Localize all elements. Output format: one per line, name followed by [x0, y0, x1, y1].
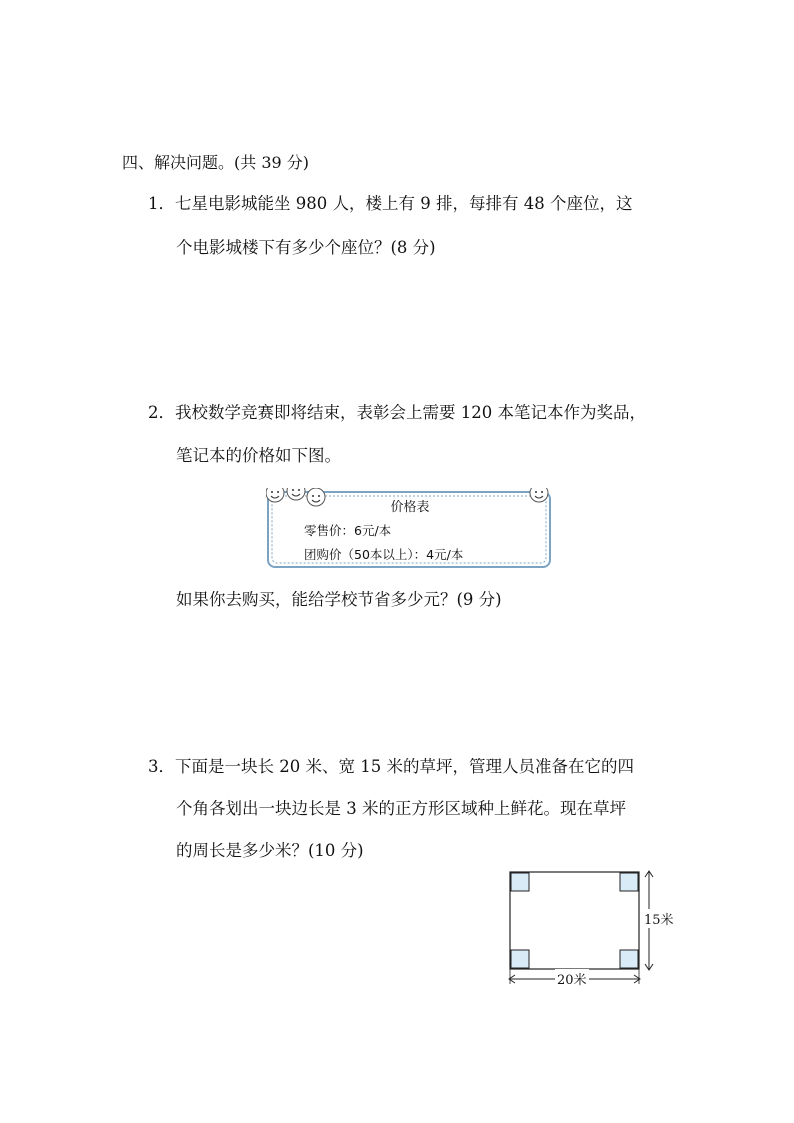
problem-2-line-2: 笔记本的价格如下图。	[176, 446, 341, 465]
problem-2-question: 如果你去购买，能给学校节省多少元？(9 分)	[176, 590, 502, 609]
width-label: 20米	[555, 969, 589, 988]
price-table-card	[266, 488, 554, 570]
group-price: 团购价（50本以上）：4元/本	[304, 547, 464, 562]
problem-1-line-2: 个电影城楼下有多少个座位？(8 分)	[176, 238, 436, 257]
corner-square-bottom-left	[511, 950, 529, 968]
problem-3-line-1: 3．下面是一块长 20 米、宽 15 米的草坪，管理人员准备在它的四	[148, 757, 634, 776]
corner-square-bottom-right	[620, 950, 638, 968]
lawn-diagram	[505, 866, 685, 992]
problem-3-line-2: 个角各划出一块边长是 3 米的正方形区域种上鲜花。现在草坪	[176, 799, 626, 818]
height-label: 15米	[644, 909, 674, 928]
problem-3-line-3: 的周长是多少米？(10 分)	[176, 841, 364, 860]
price-table-title: 价格表	[390, 500, 430, 515]
section-heading: 四、解决问题。(共 39 分)	[122, 153, 310, 172]
corner-square-top-right	[620, 873, 638, 891]
problem-2-line-1: 2．我校数学竞赛即将结束，表彰会上需要 120 本笔记本作为奖品，	[148, 403, 646, 422]
retail-price: 零售价：6元/本	[304, 523, 392, 538]
problem-1-line-1: 1．七星电影城能坐 980 人，楼上有 9 排，每排有 48 个座位，这	[148, 194, 633, 213]
lawn-figure	[505, 866, 685, 992]
corner-square-top-left	[511, 873, 529, 891]
